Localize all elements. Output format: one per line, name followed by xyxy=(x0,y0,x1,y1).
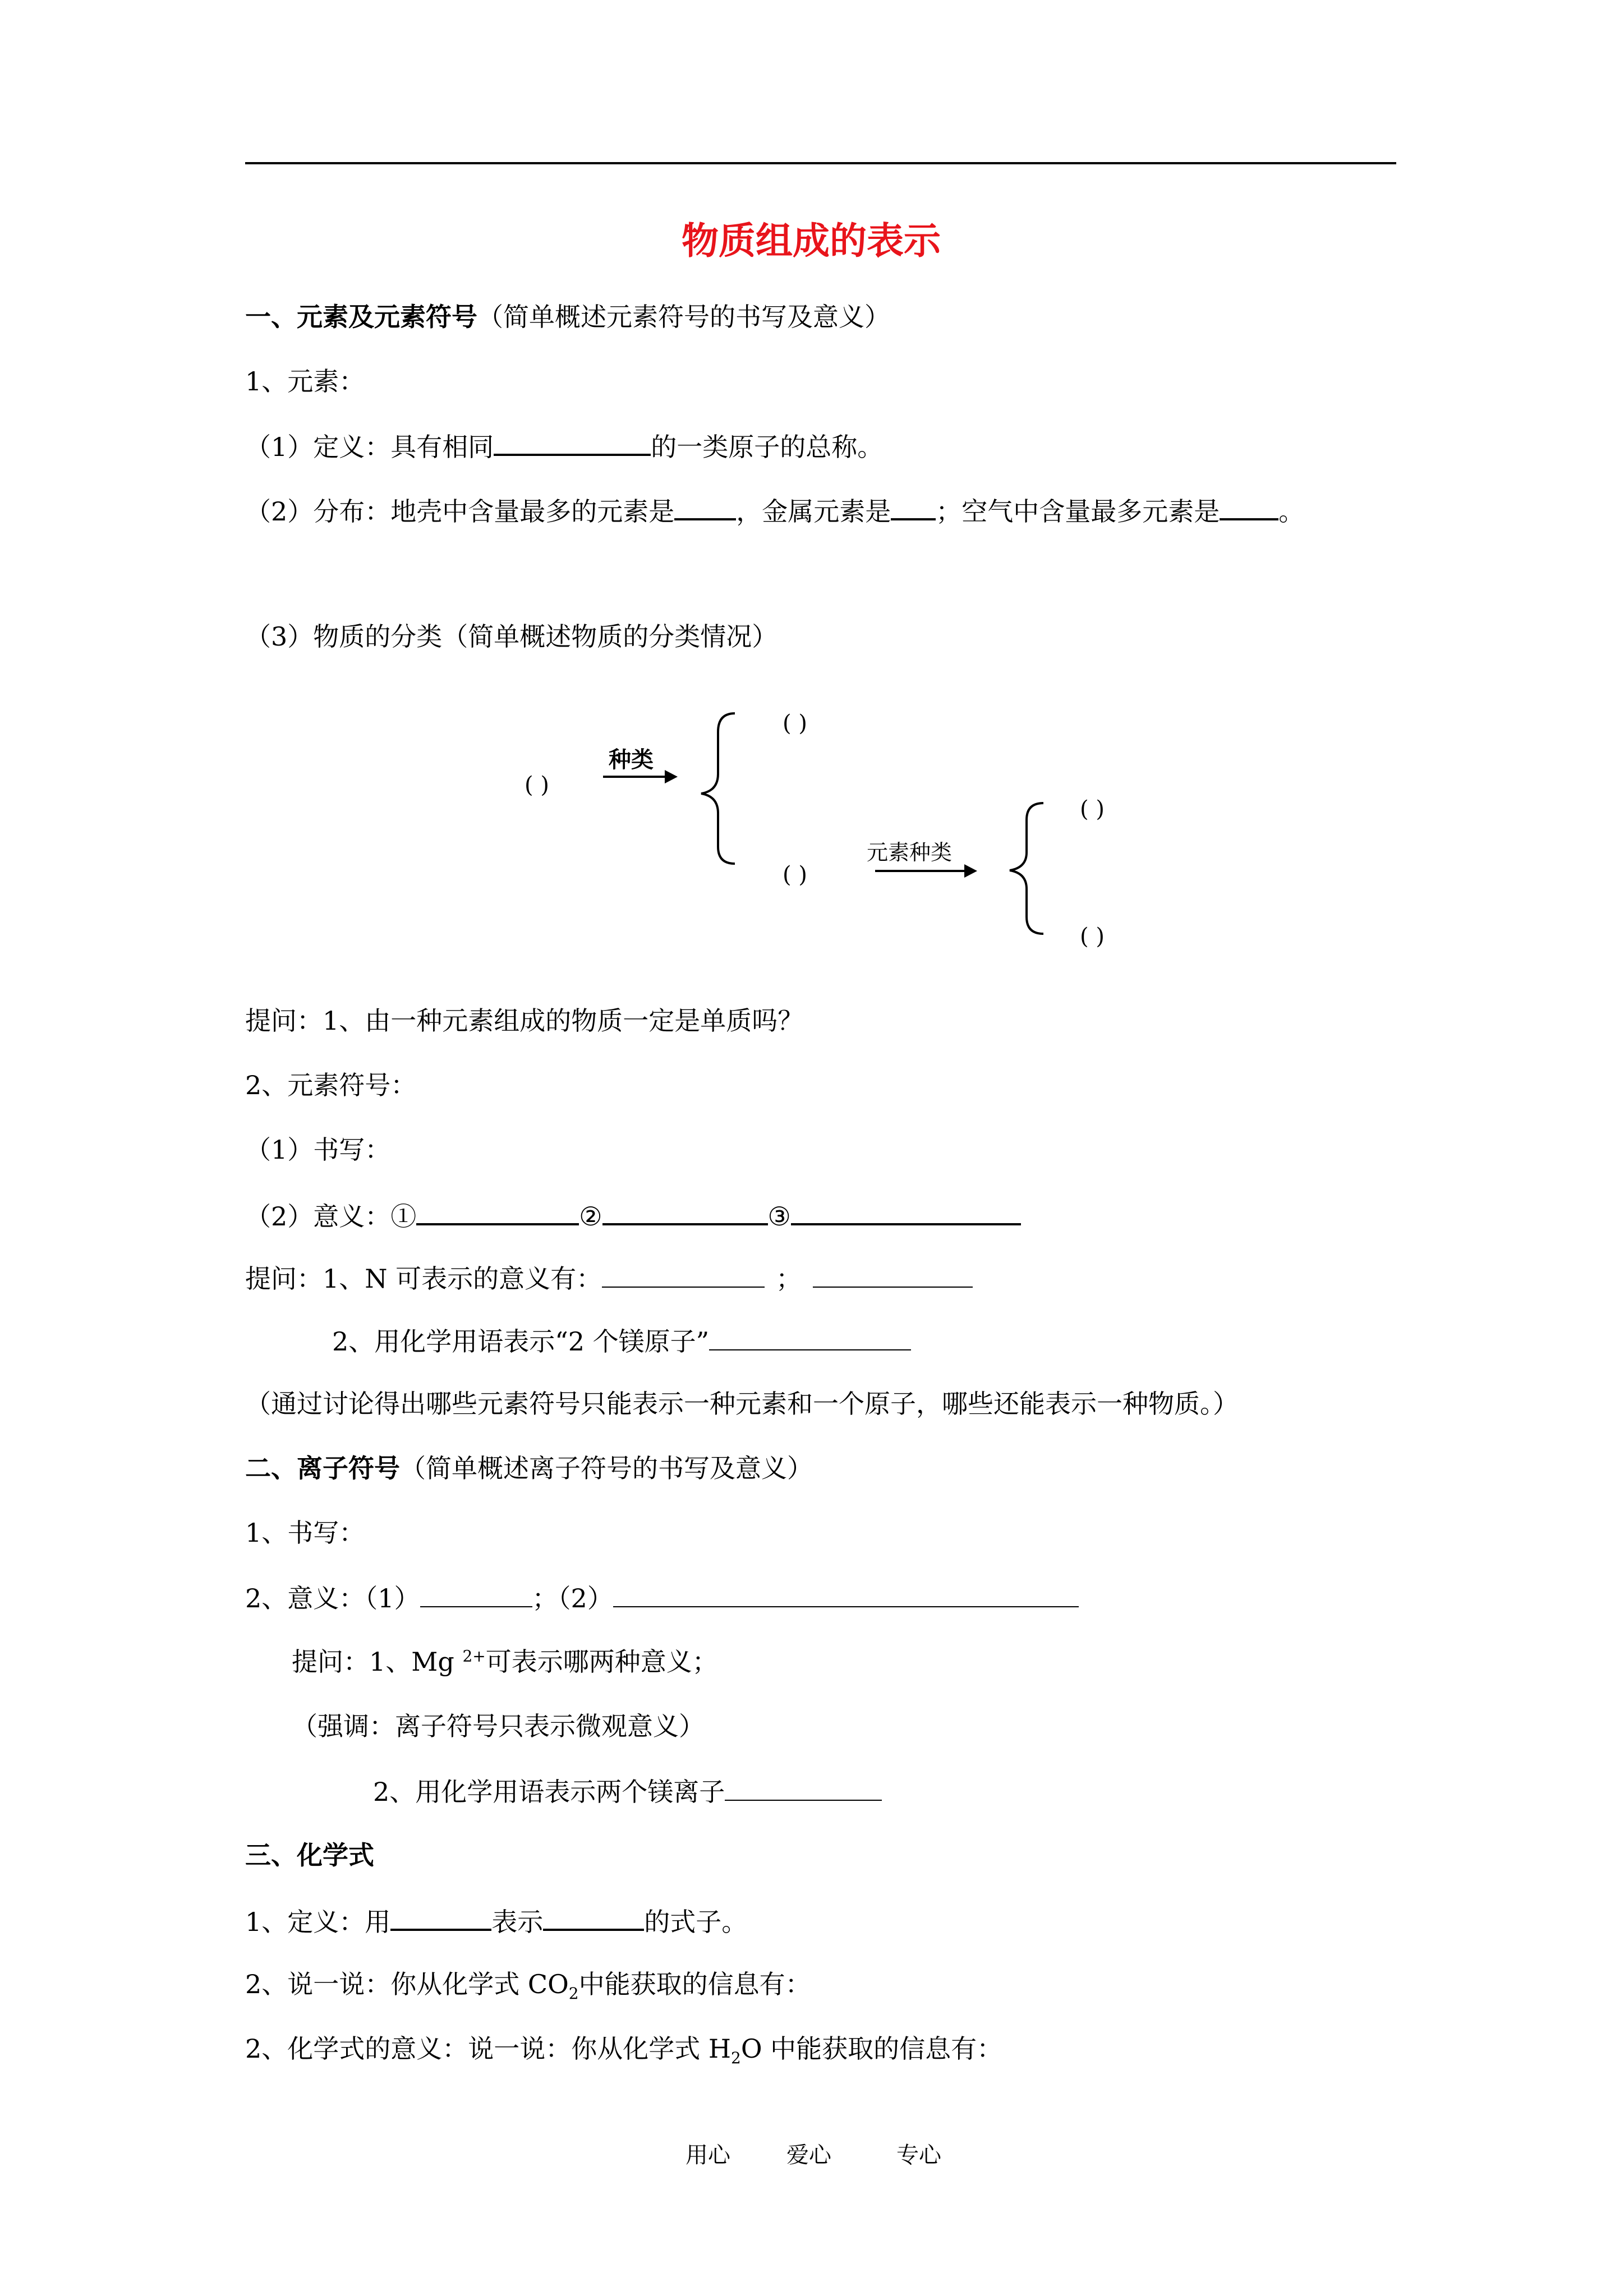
mg-ion-charge: 2+ xyxy=(462,1647,486,1666)
meaning-text-a: （2）意义：① xyxy=(245,1201,417,1232)
question-mg-ion-text-b: 可表示哪两种意义； xyxy=(485,1647,718,1677)
diagram-arrow1-label: 种类 xyxy=(609,746,654,773)
ion-writing-label: 1、书写： xyxy=(245,1518,365,1548)
ion-meaning-text-a: 2、意义：（1） xyxy=(245,1583,420,1613)
question-mg-ion xyxy=(292,1645,718,1679)
section-2-heading-bold: 二、离子符号 xyxy=(245,1453,400,1483)
question-mg-atoms-blank[interactable] xyxy=(709,1324,911,1350)
question-two-mg-atoms xyxy=(332,1324,911,1358)
h2o-text-a: 2、化学式的意义：说一说：你从化学式 H xyxy=(245,2034,732,2064)
arrow-1-head xyxy=(665,770,678,783)
question-mg-ions-text: 2、用化学用语表示两个镁离子 xyxy=(373,1777,725,1807)
question-two-mg-ions xyxy=(373,1774,882,1809)
definition-text-a: （1）定义：具有相同 xyxy=(245,432,494,462)
co2-text-a: 2、说一说：你从化学式 CO xyxy=(245,1969,569,1999)
ion-meaning-text-b: ；（2） xyxy=(532,1583,613,1613)
meaning-blank-1[interactable] xyxy=(416,1197,579,1225)
emphasis-note: （强调：离子符号只表示微观意义） xyxy=(292,1711,705,1741)
question-n-text-a: 提问：1、N 可表示的意义有： xyxy=(245,1264,602,1294)
meaning-blank-2[interactable] xyxy=(602,1197,768,1225)
symbol-writing-label: （1）书写： xyxy=(245,1135,391,1165)
discussion-note: （通过讨论得出哪些元素符号只能表示一种元素和一个原子，哪些还能表示一种物质。） xyxy=(245,1389,1239,1419)
question-n-meaning xyxy=(245,1261,973,1295)
question-mg-ion-text-a: 提问：1、Mg xyxy=(292,1647,463,1677)
formula-definition xyxy=(245,1903,747,1939)
meaning-text-c: ③ xyxy=(767,1201,791,1232)
co2-info xyxy=(245,1967,811,2001)
section-3-heading: 三、化学式 xyxy=(245,1840,374,1870)
meaning-text-b: ② xyxy=(579,1201,602,1232)
question-single-substance: 提问：1、由一种元素组成的物质一定是单质吗？ xyxy=(245,1006,804,1036)
diagram-arrow2-label: 元素种类 xyxy=(867,840,953,865)
formula-def-text-c: 的式子。 xyxy=(644,1907,748,1937)
brace-2 xyxy=(1010,803,1043,934)
section-2-heading xyxy=(245,1451,813,1485)
distribution-text-a: （2）分布：地壳中含量最多的元素是 xyxy=(245,496,675,527)
footer-item-2: 爱心 xyxy=(786,2142,831,2168)
h2o-info xyxy=(245,2032,1002,2066)
footer-item-3: 专心 xyxy=(896,2142,941,2168)
diagram-mid-paren: ( ) xyxy=(783,862,807,888)
distribution-text-d: 。 xyxy=(1278,496,1305,527)
symbol-meaning xyxy=(245,1197,1021,1233)
co2-text-b: 中能获取的信息有： xyxy=(578,1969,811,1999)
question-n-blank-1[interactable] xyxy=(602,1261,765,1288)
footer-item-1: 用心 xyxy=(686,2142,730,2168)
co2-subscript: 2 xyxy=(568,1984,579,2003)
question-n-blank-2[interactable] xyxy=(813,1261,973,1288)
diagram-root-paren: ( ) xyxy=(525,772,549,798)
brace-1 xyxy=(701,713,735,864)
h2o-text-b: O 中能获取的信息有： xyxy=(740,2034,1003,2064)
diagram-leaf2-paren: ( ) xyxy=(1080,924,1105,949)
formula-def-text-b: 表示 xyxy=(491,1907,544,1937)
ion-meaning xyxy=(245,1580,1079,1615)
question-mg-atoms-text: 2、用化学用语表示“2 个镁原子” xyxy=(332,1326,710,1357)
element-label: 1、元素： xyxy=(245,366,365,397)
meaning-blank-3[interactable] xyxy=(791,1197,1021,1225)
page-title: 物质组成的表示 xyxy=(682,219,941,262)
definition-text-b: 的一类原子的总称。 xyxy=(651,432,884,462)
formula-def-blank-1[interactable] xyxy=(390,1903,491,1931)
ion-meaning-blank-1[interactable] xyxy=(420,1580,532,1607)
element-symbol-label: 2、元素符号： xyxy=(245,1070,417,1100)
formula-def-text-a: 1、定义：用 xyxy=(245,1907,391,1937)
ion-meaning-blank-2[interactable] xyxy=(613,1580,1079,1607)
arrow-2-head xyxy=(964,864,977,878)
question-mg-ions-blank[interactable] xyxy=(725,1774,882,1801)
h2o-subscript: 2 xyxy=(731,2049,741,2068)
section-2-heading-note: （简单概述离子符号的书写及意义） xyxy=(400,1453,813,1483)
diagram-top-paren: ( ) xyxy=(783,711,807,736)
question-n-text-b: ； xyxy=(776,1264,802,1294)
formula-def-blank-2[interactable] xyxy=(543,1903,644,1931)
classification-label: （3）物质的分类（简单概述物质的分类情况） xyxy=(245,621,778,652)
section-1-heading-note: （简单概述元素符号的书写及意义） xyxy=(477,302,890,332)
section-1-heading-bold: 一、元素及元素符号 xyxy=(245,302,477,332)
distribution-text-b: ，金属元素是 xyxy=(736,496,891,527)
distribution-text-c: ；空气中含量最多元素是 xyxy=(936,496,1220,527)
diagram-leaf1-paren: ( ) xyxy=(1080,796,1105,822)
